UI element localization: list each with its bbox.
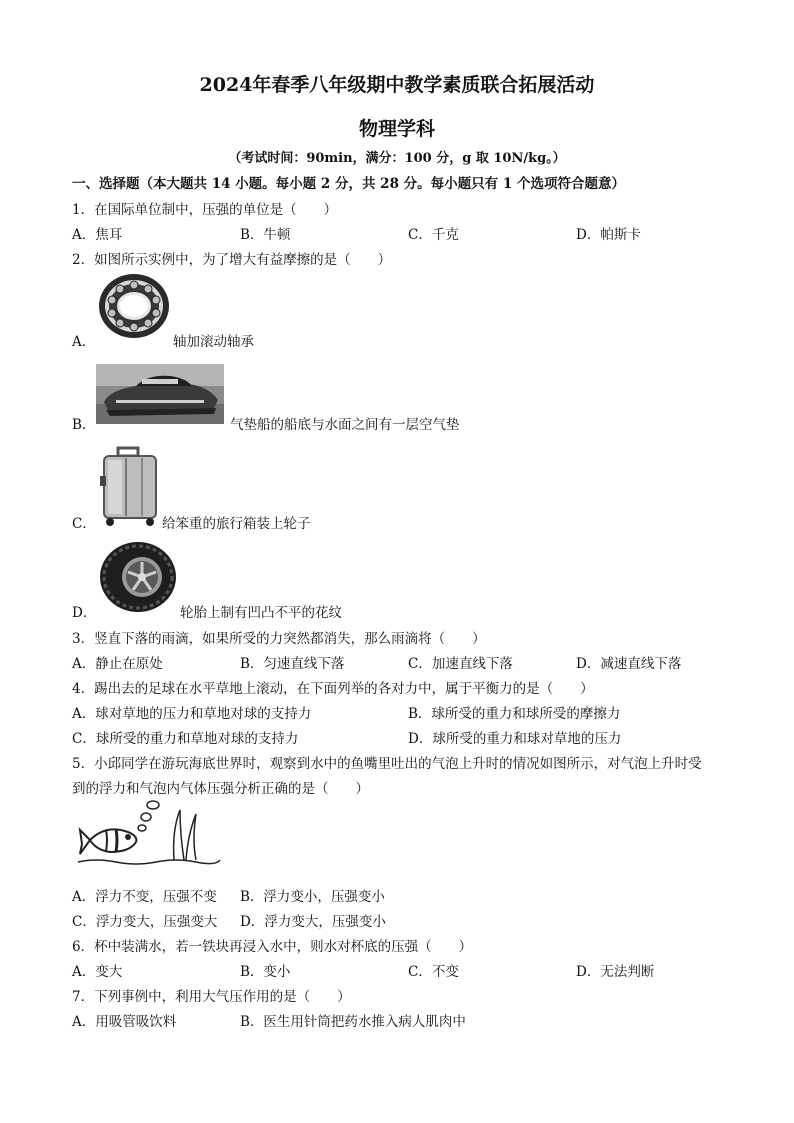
q4-option-d: D．球所受的重力和球对草地的压力	[408, 731, 622, 747]
q2-stem: 2．如图所示实例中，为了增大有益摩擦的是（ ）	[72, 252, 392, 268]
fish-bubbles-image	[76, 800, 222, 868]
q6-option-d: D．无法判断	[576, 964, 655, 980]
q2-option-b-label: B．	[72, 417, 96, 433]
q4-option-a: A．球对草地的压力和草地对球的支持力	[72, 706, 312, 722]
q5-option-b: B．浮力变小，压强变小	[240, 889, 385, 905]
q2-option-a-text: 轴加滚动轴承	[173, 334, 254, 350]
tire-image	[96, 540, 178, 614]
q2-option-b-text: 气垫船的船底与水面之间有一层空气垫	[230, 417, 460, 433]
exam-title: 2024年春季八年级期中教学素质联合拓展活动	[199, 74, 595, 96]
q5-stem-line2: 到的浮力和气泡内气体压强分析正确的是（ ）	[72, 781, 369, 797]
q2-option-c-label: C．	[72, 516, 96, 532]
q3-option-c: C．加速直线下落	[408, 656, 513, 672]
q5-option-a: A．浮力不变，压强不变	[72, 889, 217, 905]
q2-option-d-label: D．	[72, 605, 97, 621]
q2-option-a-label: A．	[72, 334, 96, 350]
q3-option-d: D．减速直线下落	[576, 656, 682, 672]
q2-option-d-text: 轮胎上制有凹凸不平的花纹	[180, 605, 342, 621]
exam-info: （考试时间：90min，满分：100 分，g 取 10N/kg。）	[228, 151, 566, 166]
q5-option-c: C．浮力变大，压强变大	[72, 914, 218, 930]
q1-option-d: D．帕斯卡	[576, 227, 641, 243]
q4-option-b: B．球所受的重力和球所受的摩擦力	[408, 706, 621, 722]
q7-option-b: B．医生用针筒把药水推入病人肌肉中	[240, 1014, 466, 1030]
q6-stem: 6．杯中装满水，若一铁块再浸入水中，则水对杯底的压强（ ）	[72, 939, 473, 955]
q7-option-a: A．用吸管吸饮料	[72, 1014, 177, 1030]
bearing-image	[96, 272, 172, 344]
q4-stem: 4．踢出去的足球在水平草地上滚动，在下面列举的各对力中，属于平衡力的是（ ）	[72, 681, 594, 697]
q6-option-a: A．变大	[72, 964, 123, 980]
suitcase-image	[96, 446, 162, 528]
q1-stem: 1．在国际单位制中，压强的单位是（ ）	[72, 202, 338, 218]
q3-option-b: B．匀速直线下落	[240, 656, 345, 672]
hovercraft-image	[96, 364, 224, 424]
q5-option-d: D．浮力变大，压强变小	[240, 914, 386, 930]
q3-option-a: A．静止在原处	[72, 656, 163, 672]
q2-option-c-text: 给笨重的旅行箱装上轮子	[162, 516, 311, 532]
q6-option-c: C．不变	[408, 964, 459, 980]
q3-stem: 3．竖直下落的雨滴，如果所受的力突然都消失，那么雨滴将（ ）	[72, 631, 486, 647]
q7-stem: 7．下列事例中，利用大气压作用的是（ ）	[72, 989, 351, 1005]
q4-option-c: C．球所受的重力和草地对球的支持力	[72, 731, 299, 747]
q6-option-b: B．变小	[240, 964, 291, 980]
subject-title: 物理学科	[358, 118, 435, 140]
q1-option-a: A．焦耳	[72, 227, 123, 243]
q1-option-b: B．牛顿	[240, 227, 291, 243]
q5-stem-line1: 5．小邱同学在游玩海底世界时，观察到水中的鱼嘴里吐出的气泡上升时的情况如图所示，对气泡上升时受	[72, 756, 702, 772]
q1-option-c: C．千克	[408, 227, 459, 243]
section-heading: 一、选择题（本大题共 14 小题。每小题 2 分，共 28 分。每小题只有 1 个选项符合题意）	[72, 176, 625, 192]
